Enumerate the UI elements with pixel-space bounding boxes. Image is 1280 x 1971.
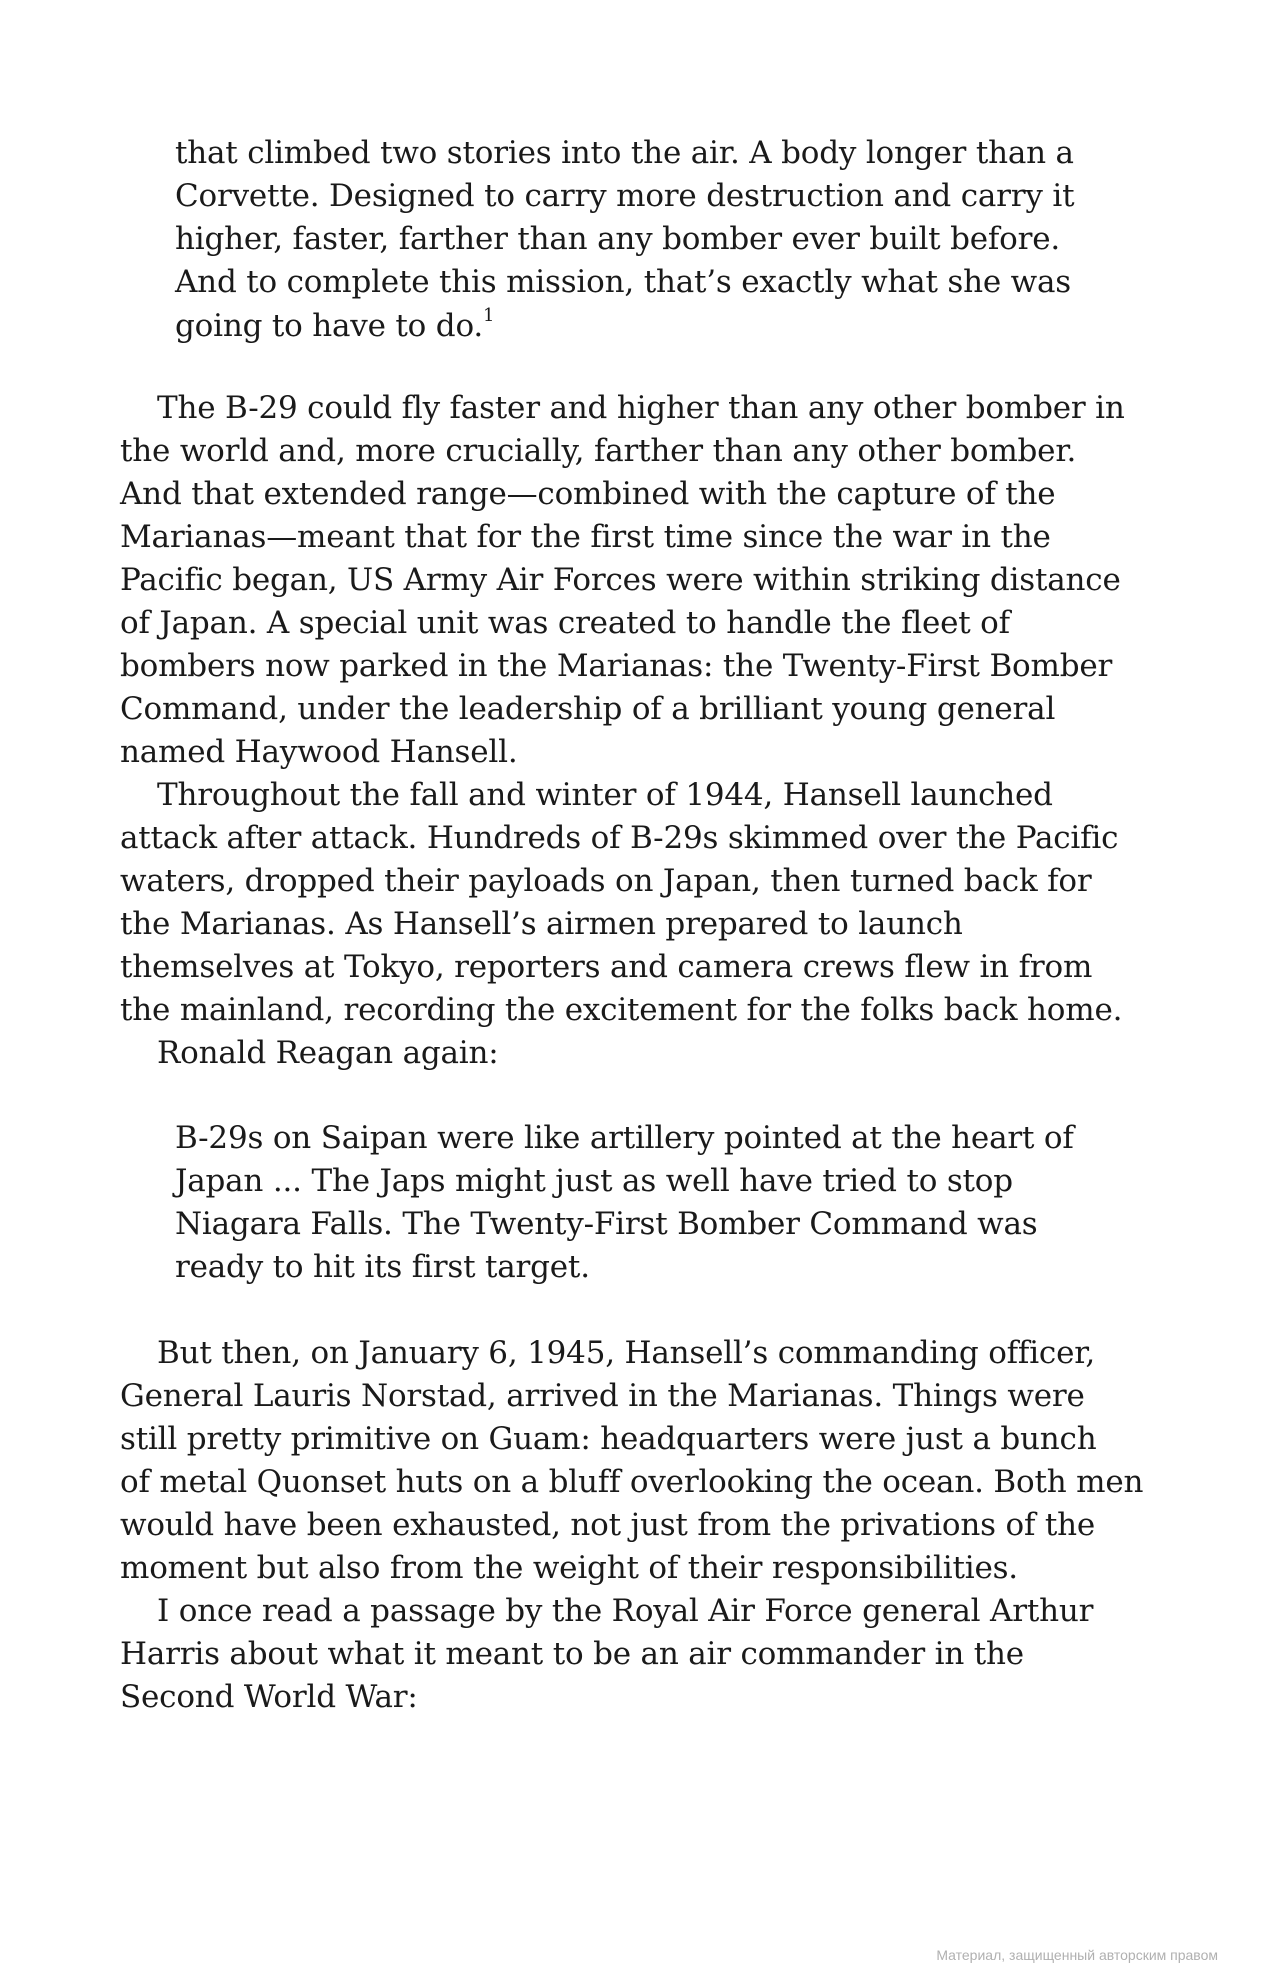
quote-line: Corvette. Designed to carry more destruction and carry it — [175, 178, 1075, 214]
paragraph-first-line: Ronald Reagan again: — [157, 1035, 499, 1071]
paragraph-line: And that extended range—combined with the capture of the — [120, 476, 1056, 512]
paragraph-line: Marianas—meant that for the first time since the war in the — [120, 519, 1051, 555]
quote-line: higher, faster, farther than any bomber ever built before. — [175, 221, 1061, 257]
quote-line — [175, 305, 1115, 348]
paragraph-line: the world and, more crucially, farther than any other bomber. — [120, 433, 1077, 469]
quote-line-text: going to have to do. — [175, 308, 484, 344]
block-quote-b29-description — [175, 132, 1115, 348]
paragraph-line: Command, under the leadership of a brilliant young general — [120, 691, 1056, 727]
paragraph-line: named Haywood Hansell. — [120, 734, 518, 770]
paragraph-first-line: The B-29 could fly faster and higher than any other bomber in — [157, 390, 1125, 426]
quote-line: B-29s on Saipan were like artillery pointed at the heart of — [175, 1120, 1074, 1156]
paragraph-line: bombers now parked in the Marianas: the Twenty-First Bomber — [120, 648, 1113, 684]
paragraph-line: of metal Quonset huts on a bluff overlooking the ocean. Both men — [120, 1464, 1144, 1500]
paragraph-line: the mainland, recording the excitement for the folks back home. — [120, 992, 1123, 1028]
copyright-watermark: Материал, защищенный авторским правом — [936, 1947, 1218, 1963]
quote-line: that climbed two stories into the air. A body longer than a — [175, 135, 1074, 171]
paragraph-line: waters, dropped their payloads on Japan, then turned back for — [120, 863, 1092, 899]
paragraph-first-line: Throughout the fall and winter of 1944, Hansell launched — [157, 777, 1053, 813]
quote-line: And to complete this mission, that’s exactly what she was — [175, 264, 1071, 300]
paragraph-line: Harris about what it meant to be an air commander in the — [120, 1636, 1024, 1672]
paragraph-line: Pacific began, US Army Air Forces were within striking distance — [120, 562, 1121, 598]
quote-line: Niagara Falls. The Twenty-First Bomber Command was — [175, 1206, 1038, 1242]
paragraph-line: would have been exhausted, not just from the privations of the — [120, 1507, 1096, 1543]
paragraph-line: attack after attack. Hundreds of B-29s skimmed over the Pacific — [120, 820, 1119, 856]
block-quote-reagan — [175, 1117, 1115, 1289]
quote-line: Japan ... The Japs might just as well have tried to stop — [175, 1163, 1013, 1199]
body-text-section-1 — [120, 387, 1160, 1075]
footnote-marker[interactable]: 1 — [483, 304, 495, 326]
paragraph-line: of Japan. A special unit was created to handle the fleet of — [120, 605, 1010, 641]
paragraph-line: themselves at Tokyo, reporters and camera crews flew in from — [120, 949, 1093, 985]
paragraph-line: Second World War: — [120, 1679, 418, 1715]
paragraph-line: still pretty primitive on Guam: headquarters were just a bunch — [120, 1421, 1097, 1457]
quote-line: ready to hit its first target. — [175, 1249, 590, 1285]
paragraph-line: moment but also from the weight of their responsibilities. — [120, 1550, 1018, 1586]
paragraph-first-line: I once read a passage by the Royal Air Force general Arthur — [157, 1593, 1094, 1629]
paragraph-line: General Lauris Norstad, arrived in the Marianas. Things were — [120, 1378, 1085, 1414]
paragraph-first-line: But then, on January 6, 1945, Hansell’s commanding officer, — [157, 1335, 1096, 1371]
paragraph-line: the Marianas. As Hansell’s airmen prepared to launch — [120, 906, 963, 942]
body-text-section-2 — [120, 1332, 1160, 1719]
